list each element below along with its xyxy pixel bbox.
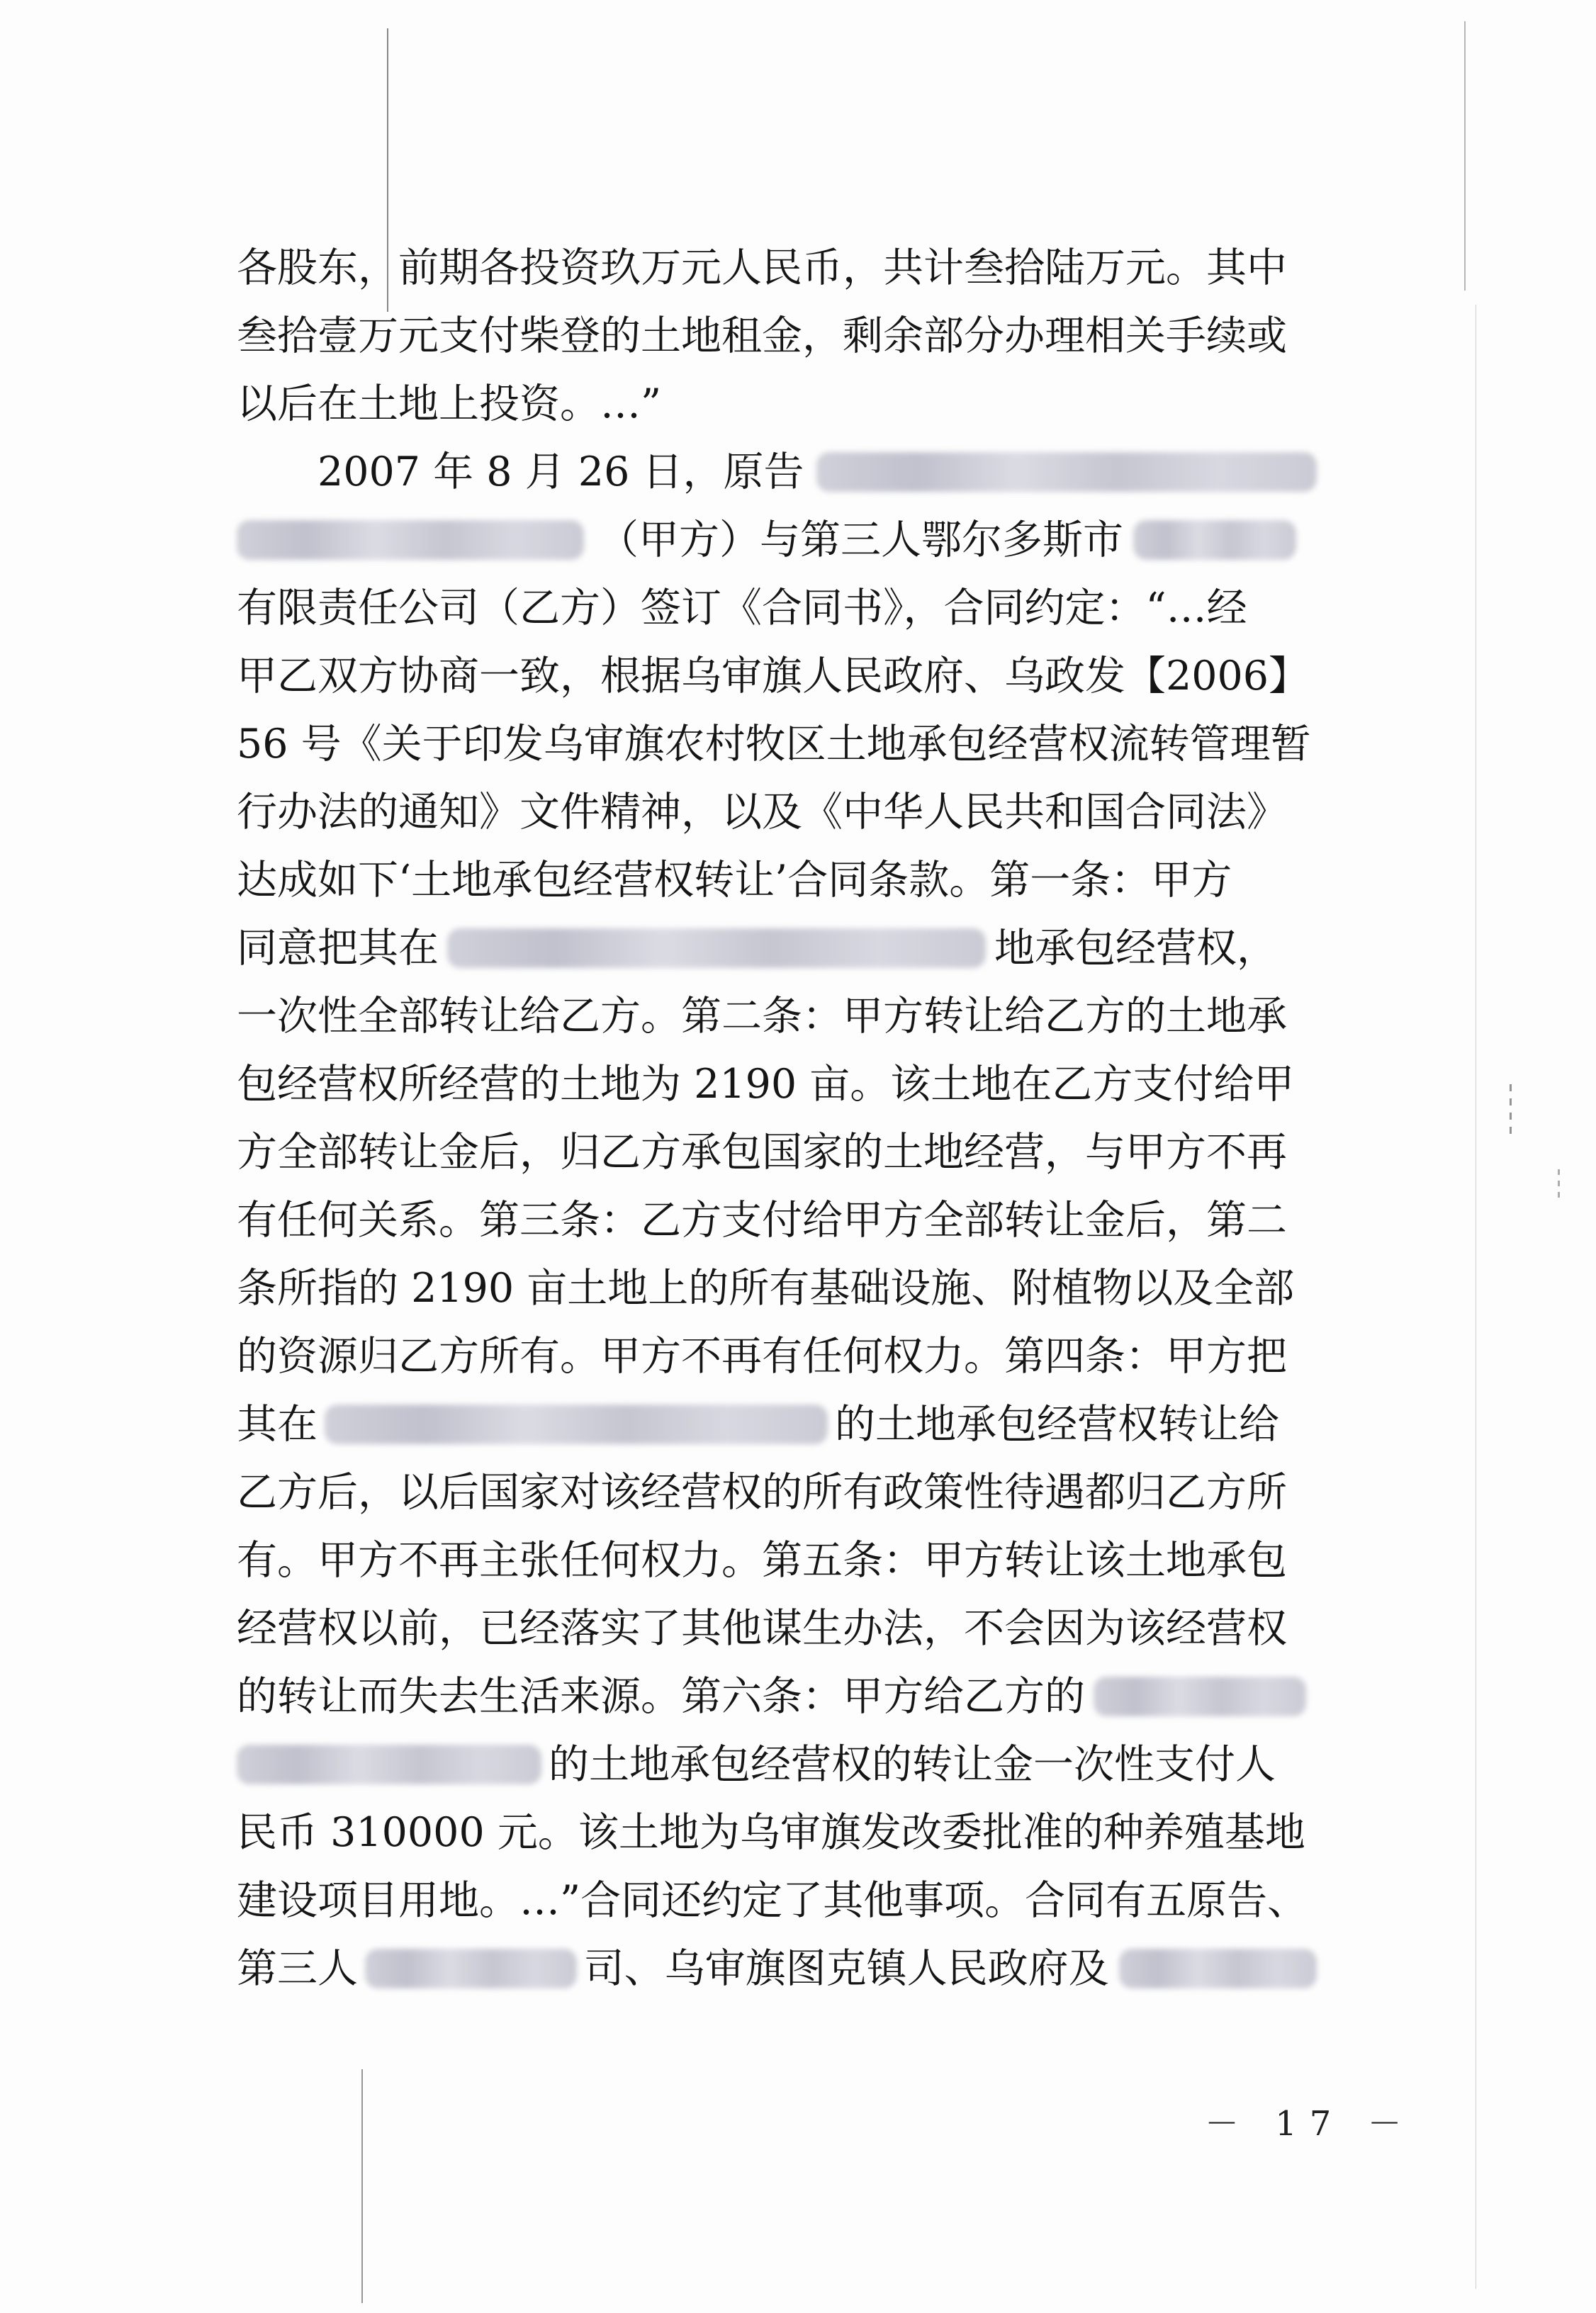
redacted-location [237, 1745, 541, 1784]
text-segment: 地承包经营权， [994, 925, 1277, 972]
text-line: 叁拾壹万元支付柴登的土地租金，剩余部分办理相关手续或 [237, 313, 1287, 359]
text-line [237, 1730, 1317, 1799]
text-line: 经营权以前，已经落实了其他谋生办法，不会因为该经营权 [237, 1605, 1287, 1652]
text-line: 包经营权所经营的土地为 2190 亩。该土地在乙方支付给甲 [237, 1061, 1295, 1108]
text-line: 有限责任公司（乙方）签订《合同书》，合同约定：“…经 [237, 585, 1247, 631]
text-segment: 其在 [237, 1401, 317, 1448]
text-line: 的资源归乙方所有。甲方不再有任何权力。第四条：甲方把 [237, 1333, 1287, 1380]
text-segment: 2007 年 8 月 26 日，原告 [317, 449, 804, 495]
redacted-company-name [1133, 520, 1296, 560]
redacted-company-name [365, 1949, 577, 1988]
text-line: 以后在土地上投资。…” [237, 381, 662, 427]
text-line: 56 号《关于印发乌审旗农村牧区土地承包经营权流转管理暂 [237, 721, 1311, 767]
text-line: 达成如下‘土地承包经营权转让’合同条款。第一条：甲方 [237, 857, 1232, 904]
text-line: 民币 310000 元。该土地为乌审旗发改委批准的种养殖基地 [237, 1809, 1305, 1856]
text-line: 有。甲方不再主张任何权力。第五条：甲方转让该土地承包 [237, 1537, 1287, 1584]
text-segment: 的土地承包经营权的转让金一次性支付人 [549, 1741, 1276, 1788]
scan-artifact-line [1464, 21, 1466, 291]
text-line: 行办法的通知》文件精神，以及《中华人民共和国合同法》 [237, 789, 1287, 835]
text-line [237, 1662, 1317, 1730]
text-line: 甲乙双方协商一致，根据乌审旗人民政府、乌政发【2006】 [237, 653, 1310, 699]
text-line [237, 506, 1317, 574]
scan-artifact-mark [1558, 1169, 1560, 1198]
text-line: 乙方后，以后国家对该经营权的所有政策性待遇都归乙方所 [237, 1469, 1287, 1516]
text-segment: 第三人 [237, 1945, 358, 1992]
redacted-location [325, 1405, 828, 1444]
redacted-names [816, 452, 1317, 492]
document-body [237, 234, 1317, 2003]
text-segment: （甲方）与第三人鄂尔多斯市 [598, 517, 1123, 563]
text-line [237, 1935, 1317, 2003]
text-line: 建设项目用地。…”合同还约定了其他事项。合同有五原告、 [237, 1877, 1308, 1924]
text-line: 各股东，前期各投资玖万元人民币，共计叁拾陆万元。其中 [237, 244, 1287, 291]
text-segment: 同意把其在 [237, 925, 439, 972]
text-line: 一次性全部转让给乙方。第二条：甲方转让给乙方的土地承 [237, 993, 1287, 1040]
text-line [237, 438, 1317, 506]
text-segment: 的土地承包经营权转让给 [835, 1401, 1279, 1448]
scan-artifact-line [361, 2069, 363, 2303]
text-line [237, 914, 1317, 982]
text-line [237, 1390, 1317, 1458]
text-segment: 司、乌审旗图克镇人民政府及 [583, 1945, 1109, 1992]
scan-artifact-mark [1510, 1084, 1512, 1134]
redacted-names [237, 520, 584, 560]
text-line: 方全部转让金后，归乙方承包国家的土地经营，与甲方不再 [237, 1129, 1287, 1176]
text-line: 有任何关系。第三条：乙方支付给甲方全部转让金后，第二 [237, 1197, 1287, 1244]
text-line: 条所指的 2190 亩土地上的所有基础设施、附植物以及全部 [237, 1265, 1295, 1312]
redacted-location [1094, 1677, 1306, 1716]
page-number: － 17 － [1205, 2104, 1415, 2144]
text-segment: 的转让而失去生活来源。第六条：甲方给乙方的 [237, 1673, 1085, 1720]
redacted-names [1119, 1949, 1317, 1988]
redacted-location [447, 928, 986, 968]
